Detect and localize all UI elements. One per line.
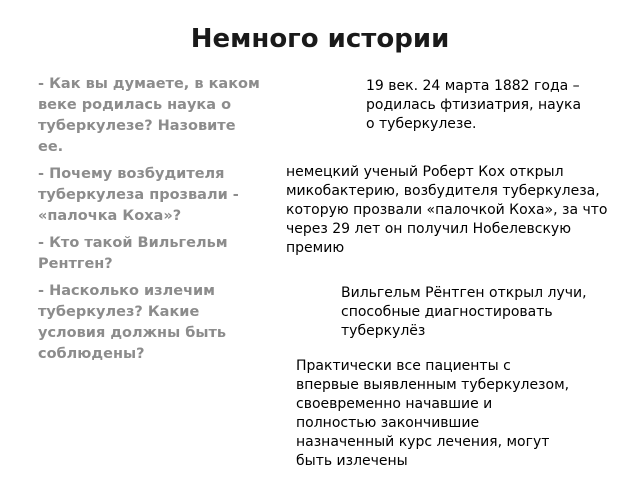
- answer-koch-bacillus: немецкий ученый Роберт Кох открыл микобактерию, возбудителя туберкулеза, которую прозвали «палочкой Коха», за что через 29 лет он получил Нобелевскую премию: [286, 164, 608, 256]
- question-item: - Как вы думаете, в каком веке родилась наука о туберкулезе? Назовите ее.: [38, 76, 260, 155]
- answer-roentgen: Вильгельм Рёнтген открыл лучи, способные диагностировать туберкулёз: [341, 285, 587, 339]
- answer-century: 19 век. 24 марта 1882 года – родилась фтизиатрия, наука о туберкулезе.: [366, 78, 582, 132]
- answer-curability: Практически все пациенты с впервые выявленным туберкулезом, своевременно начавшие и полностью закончившие назначенный курс лечения, могут быть излечены: [296, 358, 570, 469]
- question-item: - Кто такой Вильгельм Рентген?: [38, 235, 228, 272]
- slide-title: Немного истории: [190, 24, 450, 54]
- question-item: - Насколько излечим туберкулез? Какие условия должны быть соблюдены?: [38, 283, 227, 362]
- question-item: - Почему возбудителя туберкулеза прозвали - «палочка Коха»?: [38, 166, 239, 224]
- question-list: [38, 74, 260, 371]
